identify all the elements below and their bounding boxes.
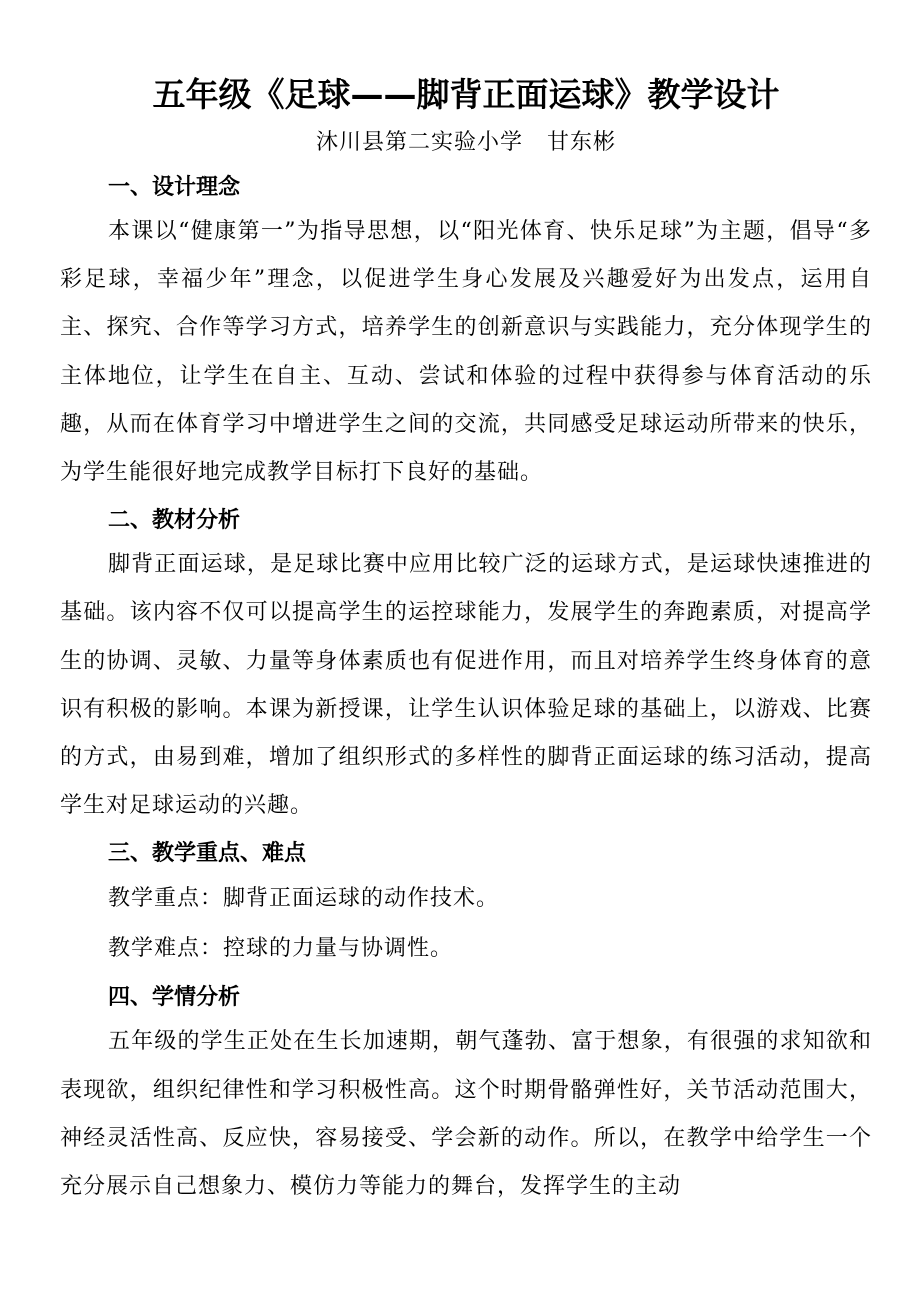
document-title: 五年级《足球——脚背正面运球》教学设计: [152, 75, 780, 114]
paragraph-student-analysis: 五年级的学生正处在生长加速期，朝气蓬勃、富于想象，有很强的求知欲和表现欲，组织纪律性和学习积极性高。这个时期骨骼弹性好，关节活动范围大，神经灵活性高、反应快，容易接受、学会新的动作。所以，在教学中给学生一个充分展示自己想象力、模仿力等能力的舞台，发挥学生的主动: [60, 1029, 872, 1200]
section-heading-key-difficult-points: 三、教学重点、难点: [108, 841, 307, 867]
section-heading-material-analysis: 二、教材分析: [108, 508, 241, 534]
section-heading-design-concept: 一、设计理念: [108, 175, 241, 200]
section-heading-student-analysis: 四、学情分析: [108, 985, 241, 1011]
paragraph-material-analysis: 脚背正面运球，是足球比赛中应用比较广泛的运球方式，是运球快速推进的基础。该内容不仅可以提高学生的运控球能力，发展学生的奔跑素质，对提高学生的协调、灵敏、力量等身体素质也有促进作用，而且对培养学生终身体育的意识有积极的影响。本课为新授课，让学生认识体验足球的基础上，以游戏、比赛的方式，由易到难，增加了组织形式的多样性的脚背正面运球的练习活动，提高学生对足球运动的兴趣。: [60, 552, 872, 819]
teaching-difficult-point-line: 教学难点：控球的力量与协调性。: [108, 936, 454, 962]
teaching-key-point-line: 教学重点：脚背正面运球的动作技术。: [108, 886, 500, 912]
document-author: 沐川县第二实验小学 甘东彬: [316, 130, 616, 155]
paragraph-design-concept: 本课以“健康第一”为指导思想，以“阳光体育、快乐足球”为主题，倡导“多彩足球，幸福少年”理念，以促进学生身心发展及兴趣爱好为出发点，运用自主、探究、合作等学习方式，培养学生的创新意识与实践能力，充分体现学生的主体地位，让学生在自主、互动、尝试和体验的过程中获得参与体育活动的乐趣，从而在体育学习中增进学生之间的交流，共同感受足球运动所带来的快乐，为学生能很好地完成教学目标打下良好的基础。: [60, 219, 872, 486]
